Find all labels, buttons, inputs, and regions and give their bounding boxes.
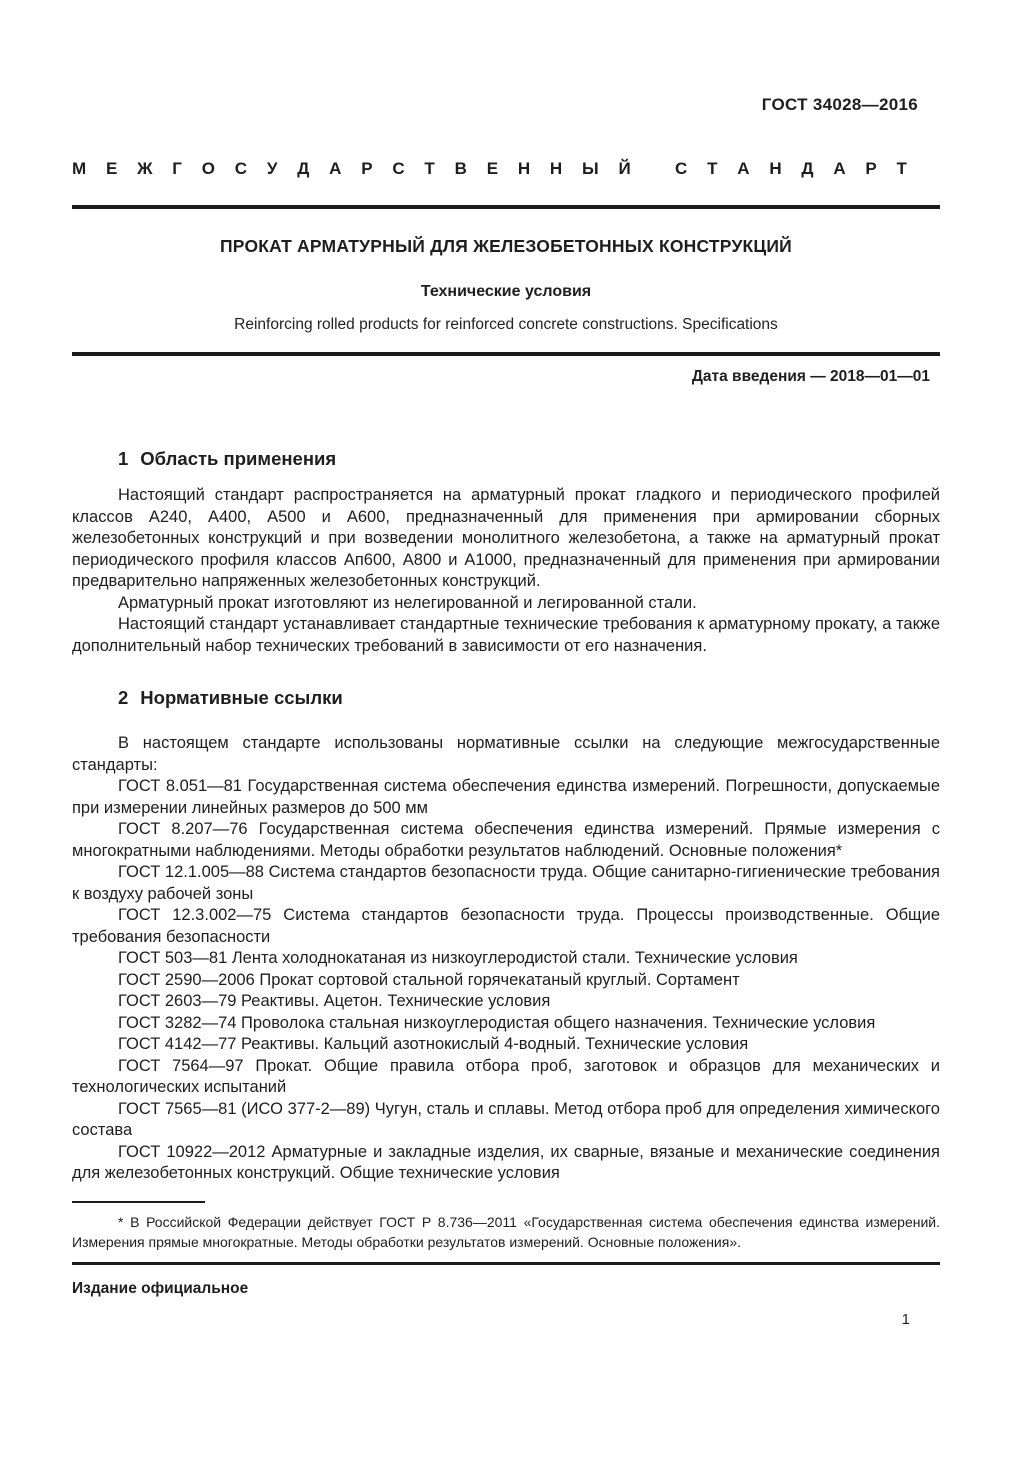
section-1-paragraph: Настоящий стандарт устанавливает стандартные технические требования к арматурному прокату, а также дополнительный набор технических требований в зависимости от его назначения. xyxy=(72,615,940,655)
effective-date: Дата введения — 2018—01—01 xyxy=(691,368,930,385)
reference-item: ГОСТ 12.3.002—75 Система стандартов безопасности труда. Процессы производственные. Общие требования безопасности xyxy=(72,906,940,946)
section-2-number: 2 xyxy=(118,687,129,708)
standard-type-header: М Е Ж Г О С У Д А Р С Т В Е Н Н Ы Й С Т А Н Д А Р Т xyxy=(72,159,907,178)
section-1-paragraph: Арматурный прокат изготовляют из нелегированной и легированной стали. xyxy=(118,593,697,612)
footnote-divider xyxy=(72,1201,205,1203)
document-subtitle: Технические условия xyxy=(420,283,592,300)
doc-code: ГОСТ 34028—2016 xyxy=(761,95,918,114)
section-2-title: Нормативные ссылки xyxy=(140,687,343,708)
footer-rule xyxy=(72,1262,940,1265)
section-2-heading xyxy=(118,687,940,709)
header-rule xyxy=(72,205,940,209)
reference-item: ГОСТ 7565—81 (ИСО 377-2—89) Чугун, сталь и сплавы. Метод отбора проб для определения химического состава xyxy=(72,1099,940,1139)
reference-item: ГОСТ 10922—2012 Арматурные и закладные изделия, их сварные, вязаные и механические соединения для железобетонных конструкций. Общие технические условия xyxy=(72,1142,940,1182)
edition-note: Издание официальное xyxy=(72,1279,249,1297)
page-content xyxy=(72,0,940,1328)
reference-item: ГОСТ 503—81 Лента холоднокатаная из низкоуглеродистой стали. Технические условия xyxy=(118,949,798,967)
page-number: 1 xyxy=(901,1310,910,1328)
reference-item: ГОСТ 8.207—76 Государственная система обеспечения единства измерений. Прямые измерения с многократными наблюдениями. Методы обработки результатов наблюдений. Основные положения* xyxy=(72,820,940,860)
reference-item: ГОСТ 8.051—81 Государственная система обеспечения единства измерений. Погрешности, допускаемые при измерении линейных размеров до 500 мм xyxy=(72,777,940,817)
reference-item: ГОСТ 3282—74 Проволока стальная низкоуглеродистая общего назначения. Технические условия xyxy=(118,1013,876,1032)
document-title-en: Reinforcing rolled products for reinforced concrete constructions. Specifications xyxy=(234,316,778,333)
section-2-intro: В настоящем стандарте использованы нормативные ссылки на следующие межгосударственные стандарты: xyxy=(72,734,940,774)
section-1-title: Область применения xyxy=(140,448,337,469)
reference-item: ГОСТ 4142—77 Реактивы. Кальций азотнокислый 4-водный. Технические условия xyxy=(118,1035,749,1053)
title-rule xyxy=(72,352,940,356)
reference-item: ГОСТ 7564—97 Прокат. Общие правила отбора проб, заготовок и образцов для механических и технологических испытаний xyxy=(72,1056,940,1096)
reference-item: ГОСТ 12.1.005—88 Система стандартов безопасности труда. Общие санитарно-гигиенические требования к воздуху рабочей зоны xyxy=(72,863,940,903)
reference-item: ГОСТ 2603—79 Реактивы. Ацетон. Технические условия xyxy=(118,992,551,1010)
footnote-text: * В Российской Федерации действует ГОСТ Р 8.736—2011 «Государственная система обеспечения единства измерений. Измерения прямые многократные. Методы обработки результатов измерений. Основные положения». xyxy=(72,1213,940,1250)
reference-item: ГОСТ 2590—2006 Прокат сортовой стальной горячекатаный круглый. Сортамент xyxy=(118,970,740,989)
document-title: ПРОКАТ АРМАТУРНЫЙ ДЛЯ ЖЕЛЕЗОБЕТОННЫХ КОНСТРУКЦИЙ xyxy=(220,236,792,256)
section-1-paragraph: Настоящий стандарт распространяется на арматурный прокат гладкого и периодического профилей классов А240, А400, А500 и А600, предназначенный для применения при армировании сборных железобетонных конструкций и при возведении монолитного железобетона, а также на арматурный прокат периодического профиля классов Ап600, А800 и А1000, предназначенный для применения при армировании предварительно напряженных железобетонных конструкций. xyxy=(72,486,940,590)
section-1-heading xyxy=(118,448,940,470)
section-1-number: 1 xyxy=(118,448,129,469)
